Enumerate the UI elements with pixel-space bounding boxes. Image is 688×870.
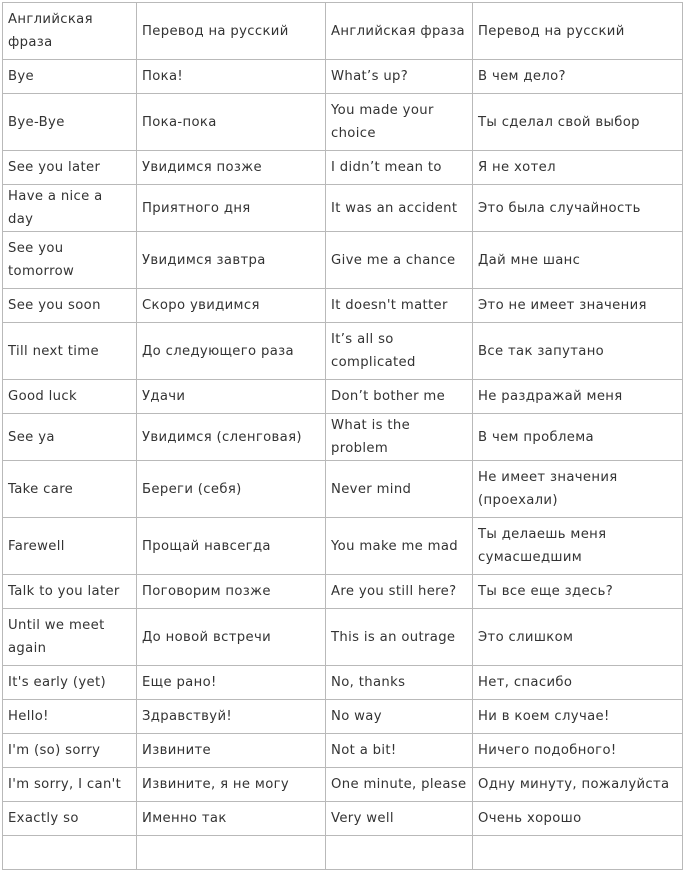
table-cell: Не имеет значения (проехали): [473, 461, 683, 518]
table-cell: Это была случайность: [473, 185, 683, 232]
table-cell: Все так запутано: [473, 323, 683, 380]
table-cell: В чем проблема: [473, 414, 683, 461]
table-cell: Ты делаешь меня сумасшедшим: [473, 518, 683, 575]
table-cell: Очень хорошо: [473, 802, 683, 836]
table-row: [3, 518, 683, 575]
table-cell: Поговорим позже: [137, 575, 326, 609]
table-cell: Именно так: [137, 802, 326, 836]
table-cell: Это слишком: [473, 609, 683, 666]
table-cell: Ничего подобного!: [473, 734, 683, 768]
table-cell: This is an outrage: [326, 609, 473, 666]
table-cell: Извините: [137, 734, 326, 768]
table-cell: Нет, спасибо: [473, 666, 683, 700]
table-cell: [3, 836, 137, 870]
table-cell: You make me mad: [326, 518, 473, 575]
table-cell: What is the problem: [326, 414, 473, 461]
table-cell: Have a nice a day: [3, 185, 137, 232]
table-cell: I didn’t mean to: [326, 151, 473, 185]
table-cell: [137, 836, 326, 870]
table-row: [3, 289, 683, 323]
table-cell: В чем дело?: [473, 60, 683, 94]
table-cell: I'm sorry, I can't: [3, 768, 137, 802]
table-cell: It's early (yet): [3, 666, 137, 700]
table-cell: Не раздражай меня: [473, 380, 683, 414]
table-cell: Never mind: [326, 461, 473, 518]
table-cell: Скоро увидимся: [137, 289, 326, 323]
table-cell: Это не имеет значения: [473, 289, 683, 323]
table-cell: До новой встречи: [137, 609, 326, 666]
table-cell: Ты сделал свой выбор: [473, 94, 683, 151]
table-cell: See you soon: [3, 289, 137, 323]
table-row: [3, 151, 683, 185]
table-cell: Ты все еще здесь?: [473, 575, 683, 609]
table-cell: Я не хотел: [473, 151, 683, 185]
table-row: [3, 609, 683, 666]
table-cell: Give me a chance: [326, 232, 473, 289]
table-cell: Одну минуту, пожалуйста: [473, 768, 683, 802]
table-cell: No, thanks: [326, 666, 473, 700]
table-cell: Прощай навсегда: [137, 518, 326, 575]
table-header-row: [3, 3, 683, 60]
table-cell: Bye: [3, 60, 137, 94]
table-cell: Until we meet again: [3, 609, 137, 666]
table-row: [3, 414, 683, 461]
table-cell: [473, 836, 683, 870]
table-cell: Приятного дня: [137, 185, 326, 232]
table-row: [3, 94, 683, 151]
table-row: [3, 768, 683, 802]
table-cell: It was an accident: [326, 185, 473, 232]
table-row: [3, 802, 683, 836]
header-cell-english: Английская фраза: [326, 3, 473, 60]
table-cell: Good luck: [3, 380, 137, 414]
table-cell: Дай мне шанс: [473, 232, 683, 289]
table-row-partial: [3, 836, 683, 870]
table-cell: Удачи: [137, 380, 326, 414]
table-cell: До следующего раза: [137, 323, 326, 380]
table-cell: Извините, я не могу: [137, 768, 326, 802]
table-cell: You made your choice: [326, 94, 473, 151]
table-cell: Bye-Bye: [3, 94, 137, 151]
table-cell: See you later: [3, 151, 137, 185]
table-row: [3, 185, 683, 232]
table-cell: Увидимся завтра: [137, 232, 326, 289]
table-cell: Are you still here?: [326, 575, 473, 609]
table-cell: Farewell: [3, 518, 137, 575]
table-cell: No way: [326, 700, 473, 734]
table-cell: Пока!: [137, 60, 326, 94]
header-cell-russian: Перевод на русский: [137, 3, 326, 60]
table-cell: Увидимся позже: [137, 151, 326, 185]
table-row: [3, 700, 683, 734]
table-cell: It doesn't matter: [326, 289, 473, 323]
phrase-table: [2, 2, 683, 870]
table-cell: One minute, please: [326, 768, 473, 802]
table-cell: Very well: [326, 802, 473, 836]
table-cell: Exactly so: [3, 802, 137, 836]
table-cell: Talk to you later: [3, 575, 137, 609]
table-cell: I'm (so) sorry: [3, 734, 137, 768]
table-row: [3, 380, 683, 414]
table-cell: It’s all so complicated: [326, 323, 473, 380]
table-row: [3, 575, 683, 609]
table-cell: Пока-пока: [137, 94, 326, 151]
table-cell: Ни в коем случае!: [473, 700, 683, 734]
table-row: [3, 734, 683, 768]
table-cell: Еще рано!: [137, 666, 326, 700]
table-cell: Здравствуй!: [137, 700, 326, 734]
table-row: [3, 323, 683, 380]
table-cell: Not a bit!: [326, 734, 473, 768]
table-cell: Take care: [3, 461, 137, 518]
table-cell: What’s up?: [326, 60, 473, 94]
table-cell: Don’t bother me: [326, 380, 473, 414]
header-cell-russian: Перевод на русский: [473, 3, 683, 60]
header-cell-english: Английская фраза: [3, 3, 137, 60]
table-cell: Hello!: [3, 700, 137, 734]
table-cell: Увидимся (сленговая): [137, 414, 326, 461]
table-row: [3, 232, 683, 289]
table-cell: See ya: [3, 414, 137, 461]
table-row: [3, 461, 683, 518]
table-cell: [326, 836, 473, 870]
table-cell: Береги (себя): [137, 461, 326, 518]
table-row: [3, 60, 683, 94]
table-cell: See you tomorrow: [3, 232, 137, 289]
table-cell: Till next time: [3, 323, 137, 380]
table-row: [3, 666, 683, 700]
